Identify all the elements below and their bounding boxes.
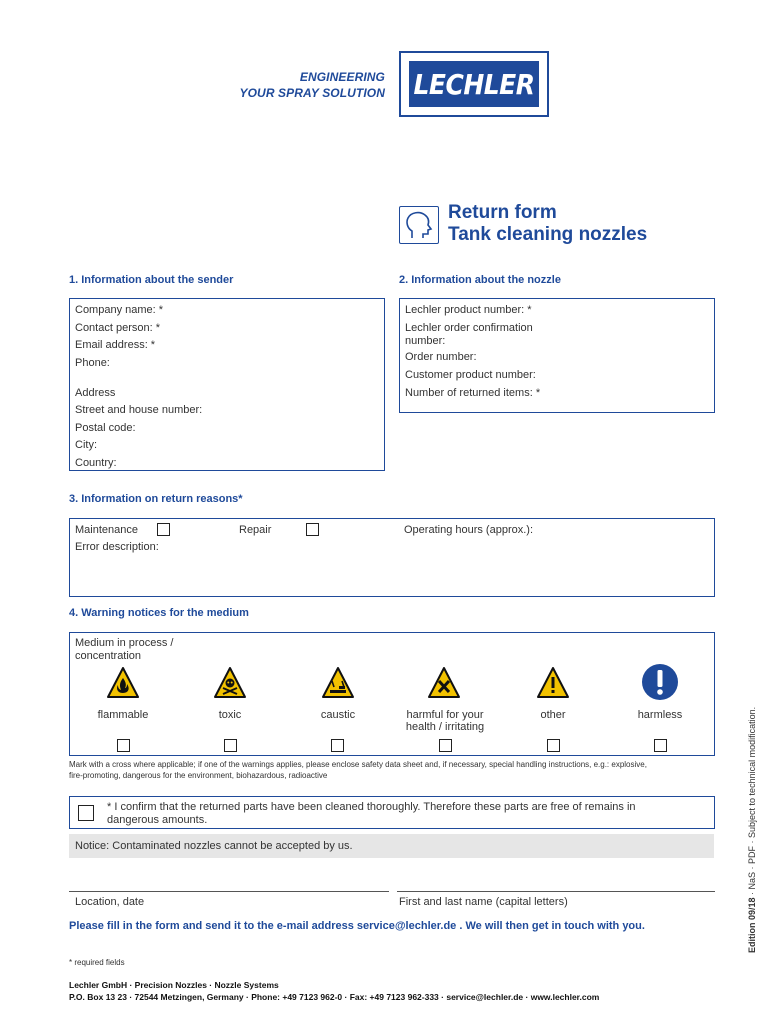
order-number-field[interactable]: Order number: [405,351,477,363]
maintenance-label: Maintenance [75,524,138,536]
other-checkbox[interactable] [547,739,560,752]
logo-text: LECHLER [413,68,535,100]
order-confirmation-field[interactable] [405,322,533,348]
corrosive-hazard-icon [321,666,355,700]
medium-line1: Medium in process / [75,637,174,649]
hazard-label-other: other [540,709,566,721]
postal-code-field[interactable]: Postal code: [75,422,136,434]
country-field[interactable]: Country: [75,457,117,469]
warnings-note [69,759,719,781]
location-date-field[interactable]: Location, date [75,896,145,908]
harmless-checkbox[interactable] [654,739,667,752]
customer-product-number-field[interactable]: Customer product number: [405,369,536,381]
name-field[interactable]: First and last name (capital letters) [399,896,568,908]
toxic-checkbox[interactable] [224,739,237,752]
info-exclamation-icon [641,663,679,701]
sender-heading: 1. Information about the sender [69,274,234,286]
name-line [397,891,715,892]
footer [69,979,599,1003]
maintenance-checkbox[interactable] [157,523,170,536]
hazard-label-harmless: harmless [637,709,683,721]
required-fields-note: * required fields [69,958,125,967]
flammable-checkbox[interactable] [117,739,130,752]
street-field[interactable]: Street and house number: [75,404,203,416]
contact-person-field[interactable]: Contact person: * [75,322,160,334]
reasons-heading: 3. Information on return reasons* [69,493,243,505]
confirmation-line1: * I confirm that the returned parts have been cleaned thoroughly. Therefore these parts are free of remains in [107,801,636,813]
repair-checkbox[interactable] [306,523,319,536]
warnings-note-line1: Mark with a cross where applicable; if one of the warnings applies, please enclose safety data sheet and, if necessary, special handling instructions, e.g.: explosive, [69,760,647,769]
email-field[interactable]: Email address: * [75,339,156,351]
nozzle-heading: 2. Information about the nozzle [399,274,561,286]
hazard-label-toxic: toxic [218,709,242,721]
order-confirmation-line2: number: [405,335,446,347]
confirmation-text [107,801,707,827]
confirmation-checkbox[interactable] [78,805,94,821]
address-heading: Address [75,387,116,399]
hazard-label-flammable: flammable [97,709,149,721]
edition-note [747,707,757,953]
exclamation-hazard-icon [536,666,570,700]
x-cross-hazard-icon [427,666,461,700]
order-confirmation-line1: Lechler order confirmation [405,322,533,334]
error-description-field[interactable]: Error description: [75,541,159,553]
hazard-label-caustic: caustic [320,709,356,721]
warnings-note-line2: fire-promoting, dangerous for the environment, biohazardous, radioactive [69,771,328,780]
send-instruction: Please fill in the form and send it to the e-mail address service@lechler.de . We will then get in touch with you. [69,920,645,932]
footer-line1: Lechler GmbH · Precision Nozzles · Nozzle Systems [69,980,279,990]
confirmation-line2: dangerous amounts. [107,814,208,826]
tagline-line1: ENGINEERING [299,70,385,84]
location-date-line [69,891,389,892]
skull-hazard-icon [213,666,247,700]
harmful-checkbox[interactable] [439,739,452,752]
hazard-label-harmful-line1: harmful for your [406,709,484,721]
medium-line2: concentration [75,650,142,662]
medium-field[interactable] [75,637,173,663]
hazard-label-harmful [397,709,493,733]
title-line2: Tank cleaning nozzles [448,224,648,245]
repair-label: Repair [239,524,272,536]
hazard-label-harmful-line2: health / irritating [405,721,485,733]
flame-hazard-icon [106,666,140,700]
product-number-field[interactable]: Lechler product number: * [405,304,532,316]
head-profile-icon [399,206,439,244]
contaminated-notice: Notice: Contaminated nozzles cannot be accepted by us. [69,834,714,858]
footer-line2: P.O. Box 13 23 · 72544 Metzingen, Germany · Phone: +49 7123 962-0 · Fax: +49 7123 962-333 · service@lechler.de · www.lechler.com [69,992,600,1002]
warnings-heading: 4. Warning notices for the medium [69,607,249,619]
edition-rest: · NaS · PDF · Subject to technical modification. [747,706,757,898]
city-field[interactable]: City: [75,439,97,451]
title-line1: Return form [448,202,557,223]
company-name-field[interactable]: Company name: * [75,304,164,316]
tagline-line2: YOUR SPRAY SOLUTION [239,86,385,100]
lechler-logo [399,51,549,117]
edition-bold: Edition 09/18 [747,897,757,953]
phone-field[interactable]: Phone: [75,357,110,369]
operating-hours-field[interactable]: Operating hours (approx.): [404,524,534,536]
caustic-checkbox[interactable] [331,739,344,752]
returned-items-field[interactable]: Number of returned items: * [405,387,541,399]
tagline [240,69,385,101]
page-title [448,202,647,246]
